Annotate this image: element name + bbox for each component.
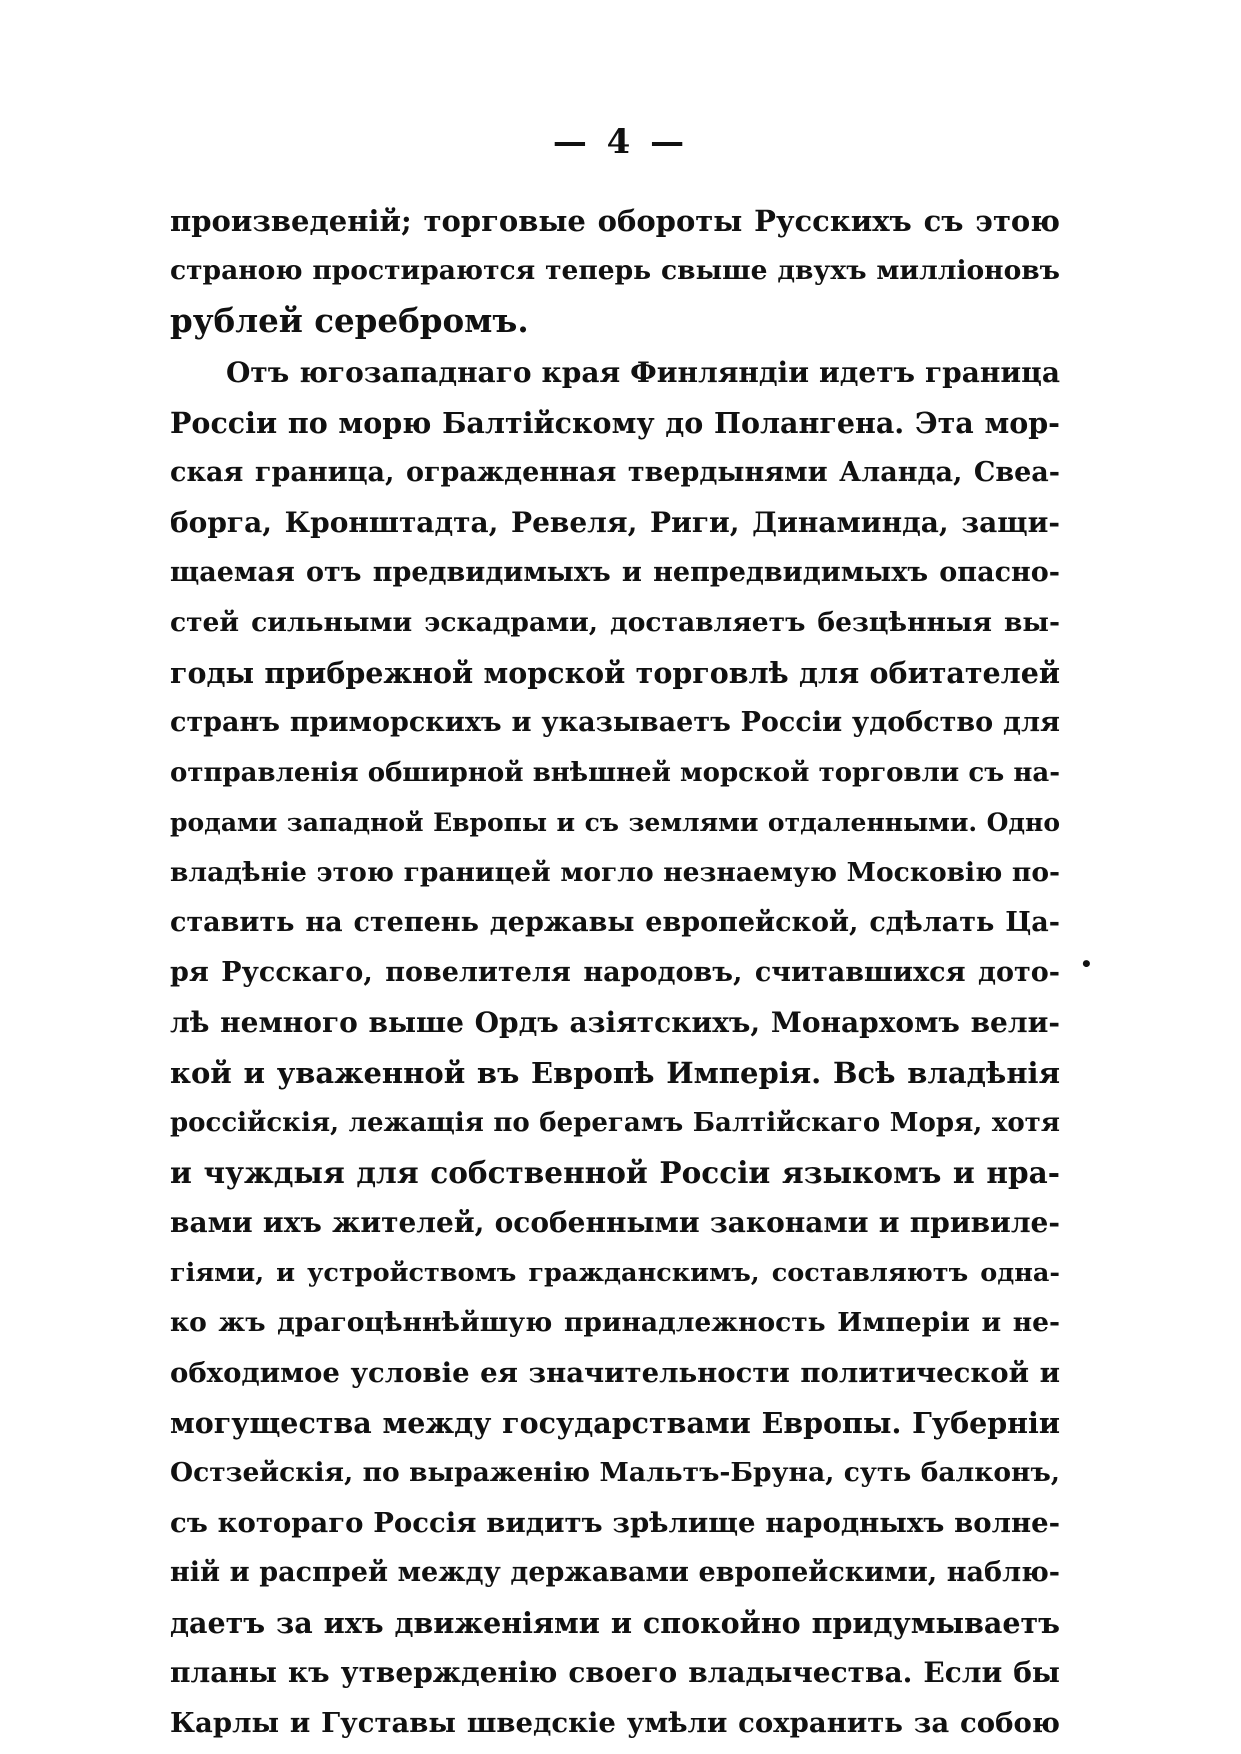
ink-speck: • [1080,952,1093,976]
text-line: гіями, и устройствомъ гражданскимъ, составляютъ одна- [170,1258,1060,1288]
text-line: годы прибрежной морской торговлѣ для обитателей [170,656,1060,690]
text-line: владѣніе этою границей могло незнаемую Московію по- [170,857,1060,888]
text-line: борга, Кронштадта, Ревеля, Риги, Динаминда, защи- [170,506,1060,539]
text-line: отправленія обширной внѣшней морской торговли съ на- [170,758,1060,788]
text-line: стей сильными эскадрами, доставляетъ безцѣнныя вы- [170,607,1060,638]
text-line: Остзейскія, по выраженію Мальтъ-Бруна, суть балконъ, [170,1457,1060,1488]
text-line: родами западной Европы и съ землями отдаленными. Одно [170,808,1060,837]
text-line: рублей серебромъ. [170,301,529,340]
text-line: Россіи по морю Балтійскому до Полангена. Эта мор- [170,406,1060,440]
text-line: и чуждыя для собственной Россіи языкомъ и нра- [170,1155,1060,1190]
text-line: Отъ югозападнаго края Финляндіи идетъ граница [226,356,1060,389]
text-line: кой и уваженной въ Европѣ Имперія. Всѣ владѣнія [170,1056,1060,1090]
text-line: ская граница, огражденная твердынями Аланда, Свеа- [170,457,1060,488]
text-line: произведеній; торговые обороты Русскихъ съ этою [170,204,1060,238]
text-line: ній и распрей между державами европейскими, наблю- [170,1557,1060,1588]
text-line: Карлы и Густавы шведскіе умѣли сохранить за собою [170,1707,1060,1739]
text-line: ко жъ драгоцѣннѣйшую принадлежность Имперіи и не- [170,1307,1060,1338]
text-line: ставить на степень державы европейской, сдѣлать Ца- [170,907,1060,938]
text-line: лѣ немного выше Ордъ азіятскихъ, Монархомъ вели- [170,1006,1060,1039]
paragraph-2 [170,348,1060,1748]
text-line: съ котораго Россія видитъ зрѣлище народныхъ волне- [170,1507,1060,1539]
text-line: даетъ за ихъ движеніями и спокойно придумываетъ [170,1606,1060,1640]
text-line: могущества между государствами Европы. Губерніи [170,1406,1060,1440]
text-line: вами ихъ жителей, особенными законами и привиле- [170,1206,1060,1239]
text-line: страною простираются теперь свыше двухъ милліоновъ [170,255,1060,286]
body-text [170,196,1060,1748]
text-line: странъ приморскихъ и указываетъ Россіи удобство для [170,707,1060,738]
text-line: обходимое условіе ея значительности политической и [170,1357,1060,1389]
text-line: россійскія, лежащія по берегамъ Балтійскаго Моря, хотя [170,1108,1060,1138]
text-line: планы къ утвержденію своего владычества. Если бы [170,1656,1060,1689]
paragraph-1 [170,196,1060,346]
text-line: ря Русскаго, повелителя народовъ, считавшихся дото- [170,957,1060,988]
page-number: — 4 — [552,122,689,162]
text-line: щаемая отъ предвидимыхъ и непредвидимыхъ опасно- [170,557,1060,588]
